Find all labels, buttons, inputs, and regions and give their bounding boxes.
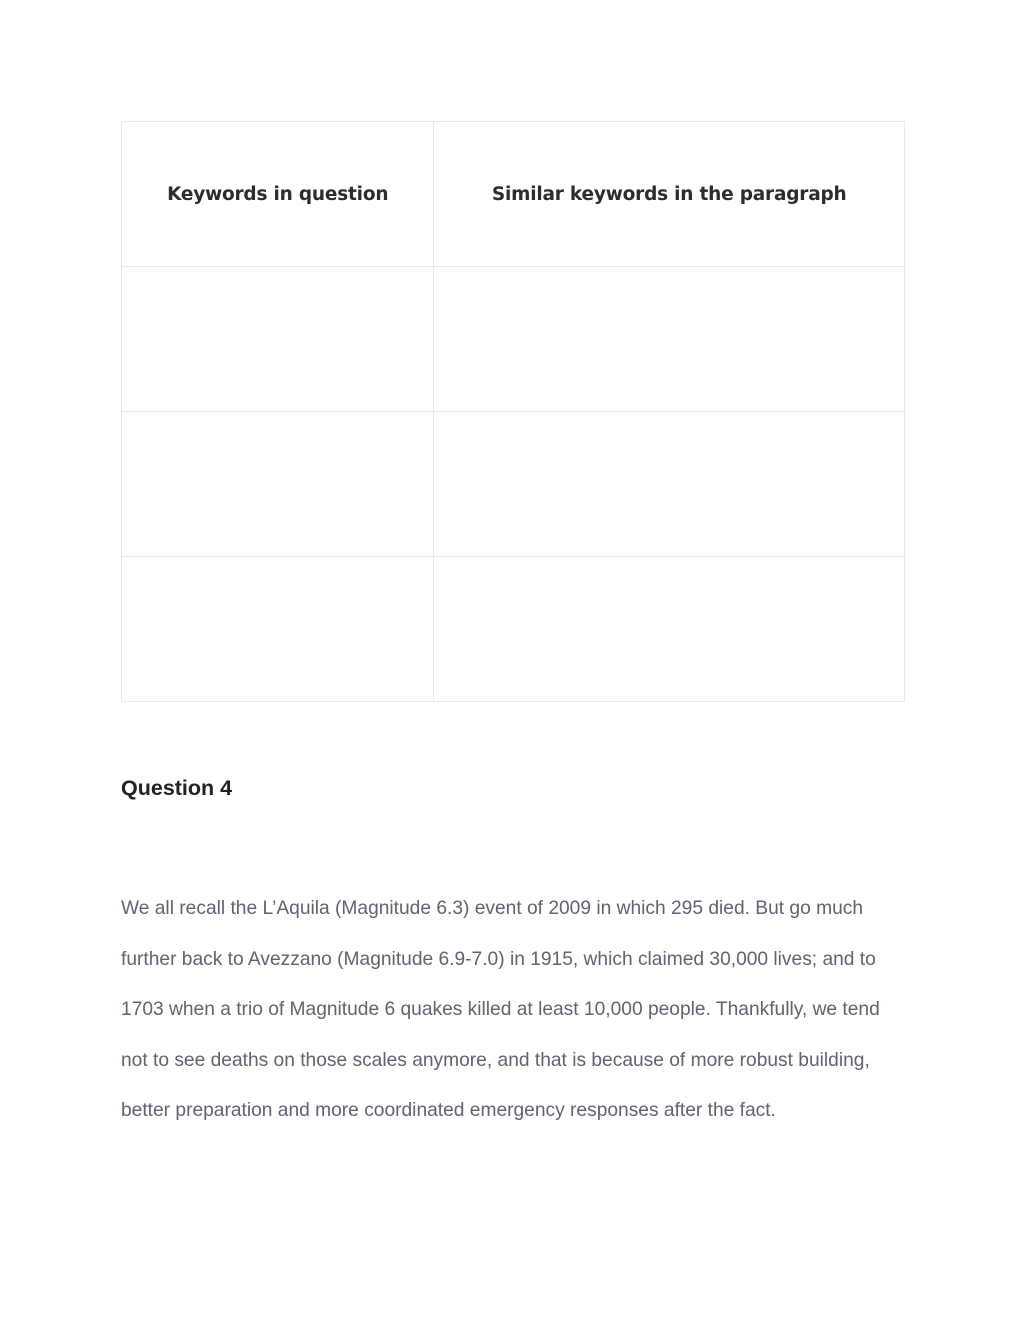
question-passage: We all recall the L’Aquila (Magnitude 6.3) event of 2009 in which 295 died. But go much further back to Avezzano (Magnitude 6.9-7.0) in 1915, which claimed 30,000 lives; and to 1703 when a trio of Magnitude 6 quakes killed at least 10,000 people. Thankfully, we tend not to see deaths on those scales anymore, and that is because of more robust building, better preparation and more coordinated emergency responses after the fact.	[121, 898, 880, 1122]
table-header-row	[122, 122, 905, 267]
table-cell-keyword[interactable]	[122, 267, 434, 412]
table-cell-similar[interactable]	[434, 412, 905, 557]
table-row	[122, 557, 905, 702]
header-keywords-in-question: Keywords in question	[122, 122, 434, 267]
table-row	[122, 412, 905, 557]
table-cell-similar[interactable]	[434, 267, 905, 412]
table-row	[122, 267, 905, 412]
table-cell-similar[interactable]	[434, 557, 905, 702]
keywords-table	[121, 121, 905, 702]
question-heading: Question 4	[121, 776, 233, 800]
header-similar-keywords: Similar keywords in the paragraph	[434, 122, 905, 267]
table-cell-keyword[interactable]	[122, 412, 434, 557]
table-cell-keyword[interactable]	[122, 557, 434, 702]
